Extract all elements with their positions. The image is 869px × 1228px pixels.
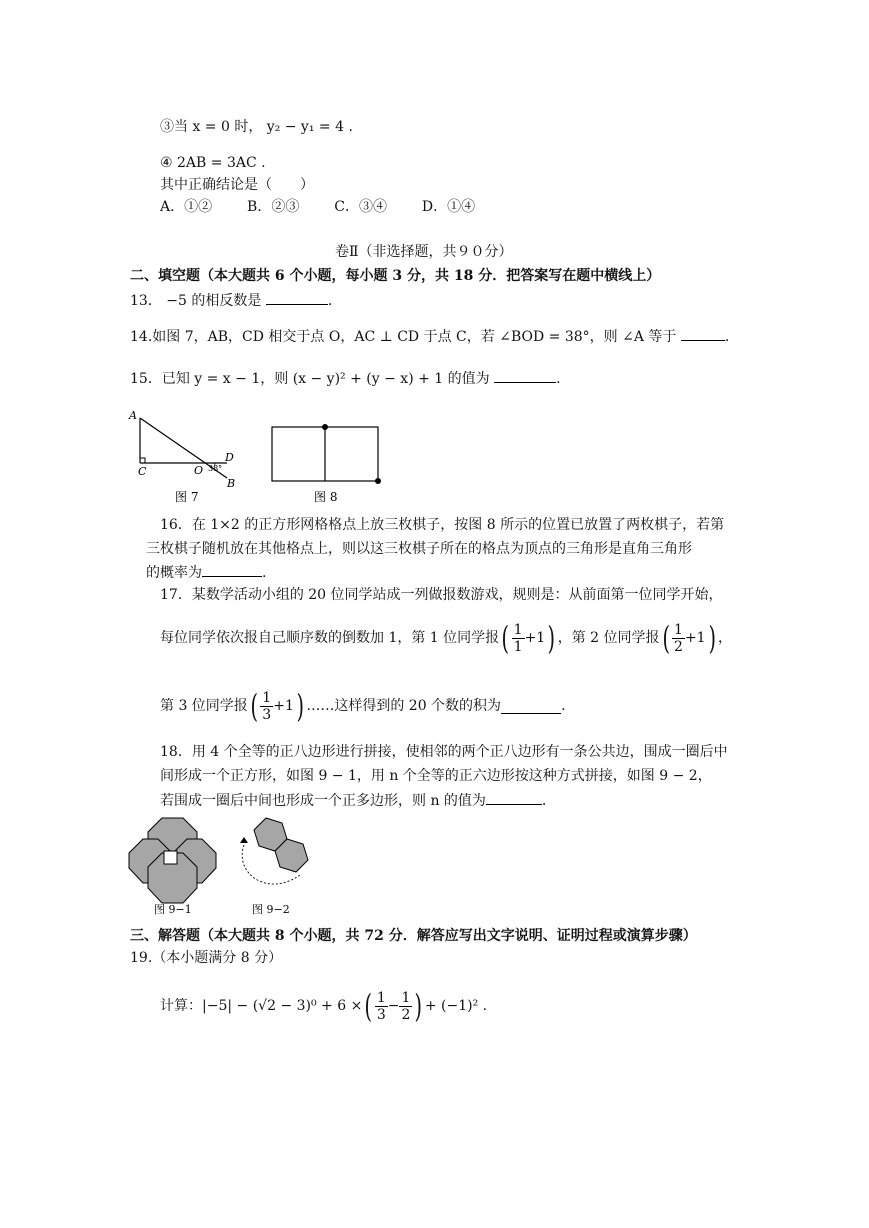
q19-frac-1-numerator: 1 <box>376 989 386 1006</box>
q18-line-2: 间形成一个正方形，如图 9 − 1，用 n 个全等的正六边形按这种方式拼接，如图 9 − 2， <box>160 768 712 784</box>
q16-line-1: 16．在 1×2 的正方形网格格点上放三枚棋子，按图 8 所示的位置已放置了两枚棋子，若第 <box>160 517 725 533</box>
part2-heading: 卷Ⅱ（非选择题，共９０分） <box>335 244 513 260</box>
q17-expr-2-denominator: 2 <box>674 638 683 655</box>
q18-line-3-text: 若围成一圈后中间也形成一个正多边形，则 n 的值为 <box>160 793 486 809</box>
q19-frac-2-denominator: 2 <box>401 1006 411 1023</box>
figure-9-1-caption: 图 9−1 <box>154 903 192 916</box>
q18-end: . <box>541 793 547 809</box>
q12-condition-4: ④ 2AB = 3AC . <box>160 155 266 171</box>
q19-term-1: |−5| − (√2 − 3)⁰ + 6 × <box>202 998 363 1014</box>
q14-answer-blank <box>681 326 725 341</box>
label-o: O <box>194 464 204 477</box>
label-b: B <box>227 477 236 490</box>
q16-answer-blank <box>202 562 262 577</box>
q17-line-2 <box>160 618 732 658</box>
q15-end: . <box>556 371 561 387</box>
q19-bracket: ( $\frac{1}{3}$ − $\frac{1}{2}$ ) <box>364 987 423 1025</box>
label-a: A <box>129 409 137 422</box>
arrow-head-icon <box>240 837 248 843</box>
chess-piece-1 <box>322 424 328 430</box>
q12-option-c: C．③④ <box>334 199 387 215</box>
q18-line-3 <box>160 790 546 811</box>
q12-options <box>160 197 475 217</box>
label-c: C <box>138 465 147 478</box>
q16-line-3 <box>146 562 266 583</box>
q19-title: 19.（本小题满分 8 分） <box>130 950 283 966</box>
chess-piece-2 <box>375 478 381 484</box>
q17-line-3-text-b: ……这样得到的 20 个数的积为 <box>306 698 502 714</box>
q17-expr-3-numerator: 1 <box>262 689 272 706</box>
q19-frac-2-numerator: 1 <box>401 989 411 1006</box>
angle-label: 38° <box>208 464 223 473</box>
q18-answer-blank <box>486 790 542 805</box>
q19-label: 计算： <box>160 998 202 1014</box>
figure-8-caption: 图 8 <box>314 490 338 504</box>
q17-expr-2-plus: +1 <box>684 630 706 646</box>
q17-expr-1-numerator: 1 <box>513 621 523 638</box>
section2-heading: 二、填空题（本大题共 6 个小题，每小题 3 分，共 18 分．把答案写在题中横线上） <box>130 268 661 284</box>
q19-term-2: + (−1)² . <box>424 998 488 1014</box>
q17-expr-1-plus: +1 <box>524 630 546 646</box>
q17-expr-3-denominator: 3 <box>262 706 272 723</box>
q17-expr-3-plus: +1 <box>273 698 294 714</box>
figure-9-2-caption: 图 9−2 <box>252 903 290 916</box>
q12-stem: 其中正确结论是（ ） <box>160 177 314 193</box>
label-d: D <box>225 451 234 464</box>
q13-text: 13． −5 的相反数是 <box>130 293 262 309</box>
q16-line-3-text: 的概率为 <box>146 565 202 581</box>
q12-option-b: B．②③ <box>247 199 300 215</box>
figure-7-caption: 图 7 <box>175 490 199 504</box>
q13-end: . <box>327 293 333 309</box>
section3-heading: 三、解答题（本大题共 8 个小题，共 72 分．解答应写出文字说明、证明过程或演算步骤） <box>130 928 697 944</box>
q17-expr-3: ( $\frac{1}{3}$ +1 ) <box>250 687 304 725</box>
q17-line-3 <box>160 686 566 726</box>
q15-text: 15．已知 y = x − 1，则 (x − y)² + (y − x) + 1 的值为 <box>130 371 490 387</box>
figure-9-2 <box>232 813 322 918</box>
q15-answer-blank <box>494 368 556 383</box>
q19-expression <box>160 984 487 1028</box>
q12-condition-3: ③当 x = 0 时， y₂ − y₁ = 4 . <box>160 119 353 135</box>
q19-minus: − <box>387 998 400 1014</box>
center-square <box>164 851 177 864</box>
q12-option-a: A．①② <box>160 199 213 215</box>
q14 <box>130 326 729 347</box>
q17-line-1: 17．某数学活动小组的 20 位同学站成一列做报数游戏，规则是：从前面第一位同学开始， <box>160 587 723 603</box>
q13 <box>130 290 332 311</box>
figure-7 <box>125 406 245 506</box>
q17-line-2-text-b: ，第 2 位同学报 <box>557 630 660 646</box>
q14-text: 14.如图 7，AB，CD 相交于点 O，AC ⊥ CD 于点 C，若 ∠BOD = 38°，则 ∠A 等于 <box>130 329 677 345</box>
q19-frac-1-denominator: 3 <box>376 1006 386 1023</box>
q16-end: . <box>262 565 267 581</box>
q17-line-2-comma: ， <box>718 630 733 646</box>
q17-line-2-text-a: 每位同学依次报自己顺序数的倒数加 1，第 1 位同学报 <box>160 630 500 646</box>
figure-9-1 <box>128 813 218 918</box>
q15 <box>130 368 561 389</box>
figure-8 <box>268 422 388 504</box>
q17-end: . <box>561 698 566 714</box>
q17-expr-1-denominator: 1 <box>513 638 523 655</box>
q18-line-1: 18．用 4 个全等的正八边形进行拼接，使相邻的两个正八边形有一条公共边，围成一圈后中 <box>160 744 728 760</box>
q17-answer-blank <box>501 699 561 714</box>
q17-expr-2-numerator: 1 <box>674 621 683 638</box>
q14-end: . <box>724 329 730 345</box>
q12-option-d: D．①④ <box>421 199 476 215</box>
q17-line-3-text-a: 第 3 位同学报 <box>160 698 248 714</box>
q17-expr-1: ( $\frac{1}{1}$ +1 ) <box>501 619 556 657</box>
q16-line-2: 三枚棋子随机放在其他格点上，则以这三枚棋子所在的格点为顶点的三角形是直角三角形 <box>146 541 692 557</box>
q13-answer-blank <box>266 290 328 305</box>
right-angle-mark <box>140 458 145 463</box>
q17-expr-2: ( $\frac{1}{2}$ +1 ) <box>662 619 716 657</box>
